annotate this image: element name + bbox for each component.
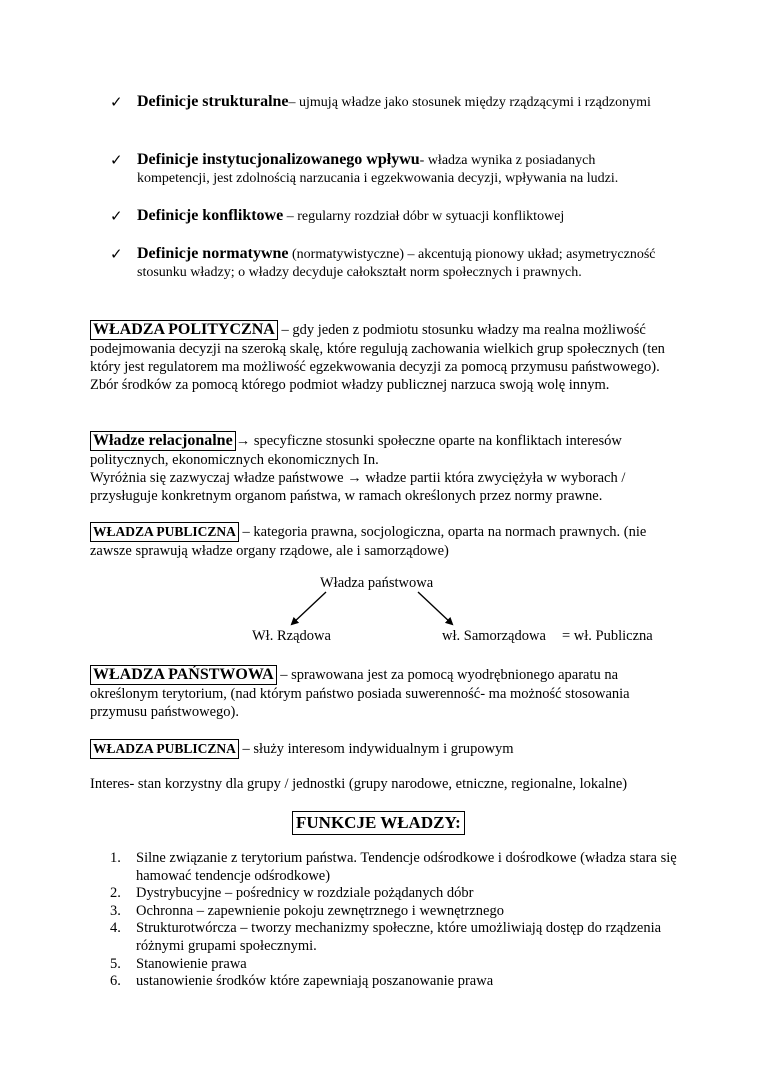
definition-text: – kategoria prawna, socjologiczna, oparta na normach prawnych. (nie zawsze sprawują władze organy rządowe, ale i samorządowe) bbox=[90, 524, 647, 559]
list-item bbox=[110, 850, 680, 885]
term-wladze-relacjonalne: Władze relacjonalne bbox=[90, 431, 236, 451]
list-text: ustanowienie środków które zapewniają poszanowanie prawa bbox=[136, 973, 494, 990]
checklist-item-strukturalne bbox=[110, 93, 670, 112]
definition-text: – sprawowana jest za pomocą wyodrębnionego aparatu na określonym terytorium, (nad którym państwo posiada suwerenność- ma możność stosowania przymusu państwowego). bbox=[90, 667, 630, 720]
list-item bbox=[110, 956, 680, 974]
checkmark-icon: ✓ bbox=[110, 95, 123, 111]
checkmark-icon: ✓ bbox=[110, 153, 123, 169]
section-wladza-polityczna bbox=[90, 320, 670, 394]
definition-text: – służy interesom indywidualnym i grupowym bbox=[238, 741, 514, 757]
list-number: 3. bbox=[110, 902, 121, 919]
diagram-top-node: Władza państwowa bbox=[320, 575, 434, 591]
section-wladza-publiczna bbox=[90, 522, 670, 560]
list-number: 6. bbox=[110, 973, 121, 990]
list-item bbox=[110, 885, 680, 903]
right-arrow-icon: → bbox=[235, 433, 251, 449]
list-text: Stanowienie prawa bbox=[136, 955, 247, 972]
checklist-item-konfliktowe bbox=[110, 207, 670, 226]
list-text: Dystrybucyjne – pośrednicy w rozdziale pożądanych dóbr bbox=[136, 885, 474, 902]
checklist-item-instytucjonalizowane bbox=[110, 151, 670, 188]
checkmark-icon: ✓ bbox=[110, 209, 123, 225]
list-text: Strukturotwórcza – tworzy mechanizmy społeczne, które umożliwiają dostęp do rządzenia różnymi grupami społecznymi. bbox=[136, 920, 662, 954]
checklist-item-normatywne bbox=[110, 245, 670, 282]
functions-heading: FUNKCJE WŁADZY: bbox=[292, 811, 465, 835]
section-wladza-publiczna-2 bbox=[90, 739, 670, 759]
list-text: Silne związanie z terytorium państwa. Tendencje odśrodkowe i dośrodkowe (władza stara się hamować tendencje odśrodkowe) bbox=[136, 850, 677, 884]
section-interes bbox=[90, 775, 670, 793]
checklist-title: Definicje normatywne bbox=[137, 245, 289, 262]
section-wladza-panstwowa bbox=[90, 665, 670, 721]
term-wladza-panstwowa: WŁADZA PAŃSTWOWA bbox=[90, 665, 277, 685]
checklist-text: (normatywistyczne) – akcentują pionowy układ; asymetryczność stosunku władzy; o władzy decyduje całokształt norm społecznych i prawnych. bbox=[137, 247, 656, 280]
checklist-title: Definicje konfliktowe bbox=[137, 207, 284, 224]
checklist-title: Definicje strukturalne bbox=[137, 93, 289, 110]
checklist-title: Definicje instytucjonalizowanego wpływu bbox=[137, 151, 420, 168]
diagram-equals-note: = wł. Publiczna bbox=[562, 628, 653, 644]
diagram-arrow-right bbox=[418, 592, 452, 624]
list-number: 4. bbox=[110, 920, 121, 937]
definition-text: – gdy jeden z podmiotu stosunku władzy ma realna możliwość podejmowania decyzji na szeroką skalę, które regulują zachowania wielkich grup społecznych (ten który jest regulatorem ma możliwość egzekwowania decyzji za pomocą przymusu państwowego). Zbór środków za pomocą którego podmiot władzy publicznej narzuca swoją wolę innym. bbox=[90, 322, 665, 393]
term-wladza-publiczna: WŁADZA PUBLICZNA bbox=[90, 739, 239, 759]
term-wladza-polityczna: WŁADZA POLITYCZNA bbox=[90, 320, 278, 340]
checklist-text: – ujmują władze jako stosunek między rządzącymi i rządzonymi bbox=[288, 95, 651, 110]
list-text: Ochronna – zapewnienie pokoju zewnętrznego i wewnętrznego bbox=[136, 902, 504, 919]
list-item bbox=[110, 920, 680, 955]
checklist-text: – regularny rozdział dóbr w sytuacji konfliktowej bbox=[283, 209, 565, 224]
definition-text: władze partii która zwyciężyła w wyborach / przysługuje konkretnym organom państwa, w ramach określonych przez normy prawne. bbox=[90, 470, 626, 504]
definition-text: Interes- stan korzystny dla grupy / jednostki (grupy narodowe, etniczne, regionalne, lokalne) bbox=[90, 776, 628, 792]
definition-text: Wyróżnia się zazwyczaj władze państwowe bbox=[90, 470, 348, 486]
list-item bbox=[110, 903, 680, 921]
list-number: 1. bbox=[110, 850, 121, 866]
section-wladze-relacjonalne bbox=[90, 431, 670, 505]
list-item bbox=[110, 973, 680, 991]
list-number: 2. bbox=[110, 885, 121, 902]
term-wladza-publiczna: WŁADZA PUBLICZNA bbox=[90, 522, 239, 542]
definition-text: specyficzne stosunki społeczne oparte na konfliktach interesów politycznych, ekonomicznych ekonomicznych In. bbox=[90, 433, 622, 468]
checklist-text: - władza wynika z posiadanych kompetencji, jest zdolnością narzucania i egzekwowania decyzji, wpływania na ludzi. bbox=[137, 153, 619, 186]
right-arrow-icon: → bbox=[347, 470, 362, 486]
checkmark-icon: ✓ bbox=[110, 247, 123, 263]
list-number: 5. bbox=[110, 955, 121, 972]
diagram-left-node: Wł. Rządowa bbox=[252, 628, 331, 644]
diagram-arrow-left bbox=[292, 592, 326, 624]
diagram-right-node: wł. Samorządowa bbox=[442, 628, 546, 644]
functions-list bbox=[110, 850, 680, 991]
